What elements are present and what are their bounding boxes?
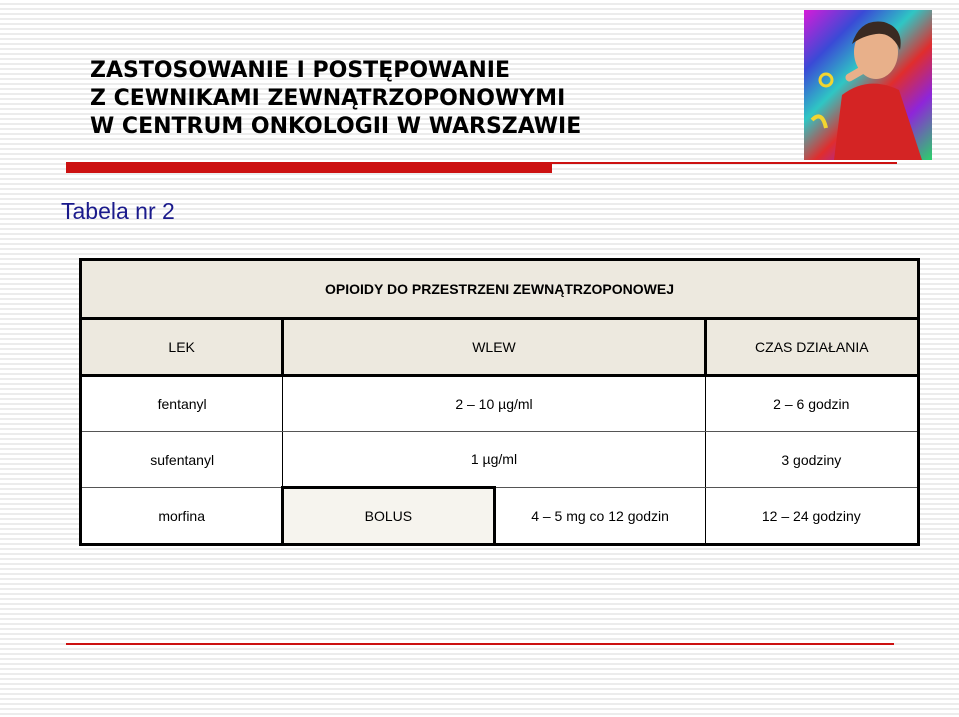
table-row bbox=[81, 376, 919, 432]
title-line-2: Z CEWNIKAMI ZEWNĄTRZOPONOWYMI bbox=[90, 86, 566, 111]
header-czas-dzialania: CZAS DZIAŁANIA bbox=[705, 319, 918, 376]
cell-duration: 2 – 6 godzin bbox=[705, 376, 918, 432]
table-caption: OPIOIDY DO PRZESTRZENI ZEWNĄTRZOPONOWEJ bbox=[81, 260, 919, 319]
cell-bolus-dose: 4 – 5 mg co 12 godzin bbox=[494, 488, 705, 545]
cell-bolus: BOLUS bbox=[283, 488, 494, 545]
slide-title bbox=[90, 57, 581, 141]
title-line-3: W CENTRUM ONKOLOGII W WARSZAWIE bbox=[90, 114, 582, 139]
header-wlew: WLEW bbox=[283, 319, 705, 376]
portrait-figure-icon bbox=[804, 10, 932, 160]
footer-divider-line bbox=[66, 643, 894, 645]
cell-infusion: 2 – 10 µg/ml bbox=[283, 376, 705, 432]
cell-drug: morfina bbox=[81, 488, 283, 545]
cell-duration: 12 – 24 godziny bbox=[705, 488, 918, 545]
table-row bbox=[81, 432, 919, 488]
table-number-heading: Tabela nr 2 bbox=[61, 198, 175, 224]
header-lek: LEK bbox=[81, 319, 283, 376]
title-line-1: ZASTOSOWANIE I POSTĘPOWANIE bbox=[90, 58, 510, 83]
cell-duration: 3 godziny bbox=[705, 432, 918, 488]
cell-drug: sufentanyl bbox=[81, 432, 283, 488]
opioid-table bbox=[79, 258, 920, 546]
portrait-image bbox=[804, 10, 932, 160]
cell-infusion: 1 µg/ml bbox=[283, 432, 705, 488]
cell-drug: fentanyl bbox=[81, 376, 283, 432]
red-divider-line bbox=[552, 162, 897, 164]
red-divider-bar bbox=[66, 162, 552, 173]
table-row bbox=[81, 488, 919, 545]
